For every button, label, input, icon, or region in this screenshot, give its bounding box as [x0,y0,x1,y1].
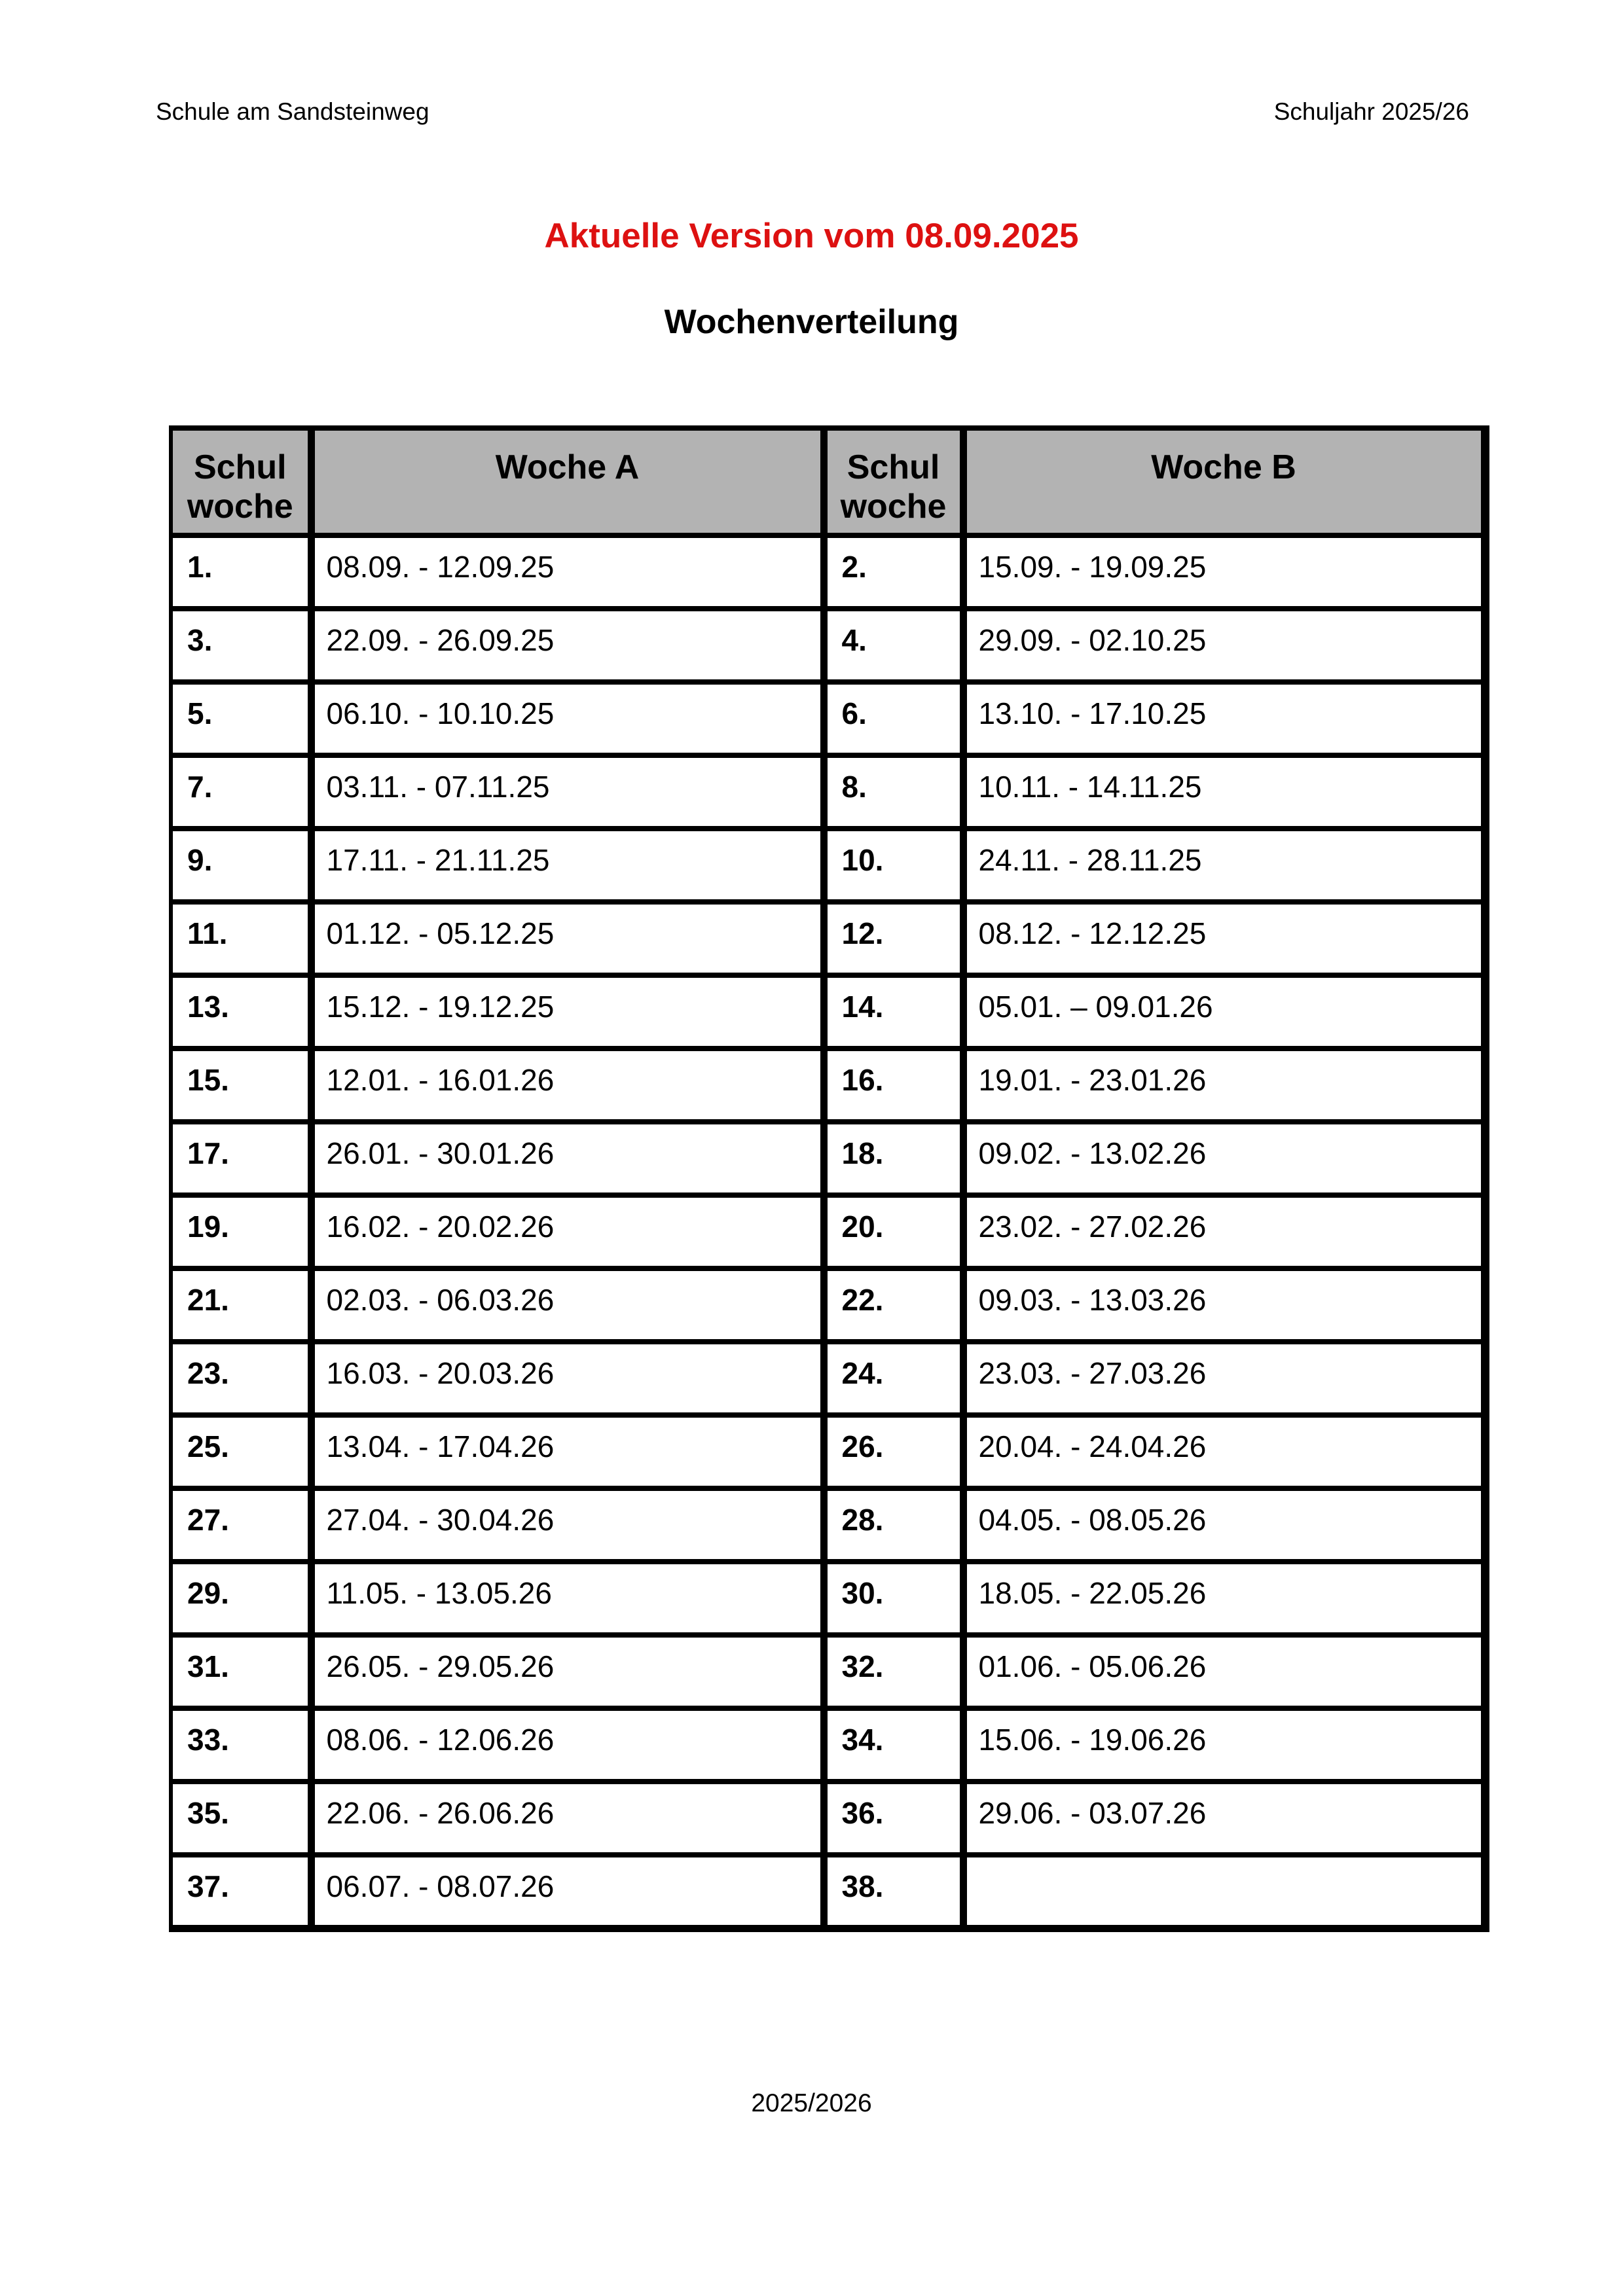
week-number-cell: 5. [171,682,311,755]
table-row [171,1342,1485,1415]
table-row [171,1488,1485,1562]
week-number-cell: 22. [824,1268,963,1342]
week-dates-cell: 29.06. - 03.07.26 [963,1782,1485,1855]
week-dates-cell: 12.01. - 16.01.26 [311,1049,824,1122]
week-number-cell: 15. [171,1049,311,1122]
week-dates-cell: 20.04. - 24.04.26 [963,1415,1485,1488]
week-dates-cell: 16.03. - 20.03.26 [311,1342,824,1415]
column-header-schulwoche-a: Schul woche [171,428,311,535]
table-row [171,975,1485,1049]
week-dates-cell: 02.03. - 06.03.26 [311,1268,824,1342]
week-number-cell: 21. [171,1268,311,1342]
week-number-cell: 19. [171,1195,311,1268]
week-number-cell: 24. [824,1342,963,1415]
week-number-cell: 7. [171,755,311,829]
week-dates-cell: 11.05. - 13.05.26 [311,1562,824,1635]
version-notice: Aktuelle Version vom 08.09.2025 [544,217,1079,255]
table-row [171,902,1485,975]
week-dates-cell: 16.02. - 20.02.26 [311,1195,824,1268]
week-number-cell: 4. [824,609,963,682]
week-dates-cell: 10.11. - 14.11.25 [963,755,1485,829]
week-dates-cell: 26.01. - 30.01.26 [311,1122,824,1195]
table-row [171,1195,1485,1268]
week-number-cell: 13. [171,975,311,1049]
week-number-cell: 2. [824,535,963,609]
week-dates-cell: 19.01. - 23.01.26 [963,1049,1485,1122]
week-dates-cell: 22.06. - 26.06.26 [311,1782,824,1855]
table-row [171,682,1485,755]
table-row [171,1268,1485,1342]
week-number-cell: 28. [824,1488,963,1562]
week-dates-cell: 17.11. - 21.11.25 [311,829,824,902]
page-footer: 2025/2026 [751,2089,872,2117]
week-dates-cell: 18.05. - 22.05.26 [963,1562,1485,1635]
week-number-cell: 18. [824,1122,963,1195]
column-header-woche-a: Woche A [311,428,824,535]
week-number-cell: 30. [824,1562,963,1635]
week-number-cell: 12. [824,902,963,975]
week-dates-cell: 24.11. - 28.11.25 [963,829,1485,902]
week-number-cell: 33. [171,1708,311,1782]
week-dates-cell: 01.12. - 05.12.25 [311,902,824,975]
week-number-cell: 34. [824,1708,963,1782]
table-row [171,1122,1485,1195]
week-dates-cell: 03.11. - 07.11.25 [311,755,824,829]
week-number-cell: 29. [171,1562,311,1635]
week-number-cell: 17. [171,1122,311,1195]
week-number-cell: 23. [171,1342,311,1415]
week-number-cell: 26. [824,1415,963,1488]
table-row [171,1415,1485,1488]
week-number-cell: 32. [824,1635,963,1708]
week-dates-cell: 08.12. - 12.12.25 [963,902,1485,975]
week-dates-cell: 27.04. - 30.04.26 [311,1488,824,1562]
table-row [171,829,1485,902]
week-number-cell: 25. [171,1415,311,1488]
table-row [171,1782,1485,1855]
week-dates-cell: 23.02. - 27.02.26 [963,1195,1485,1268]
week-dates-cell: 05.01. – 09.01.26 [963,975,1485,1049]
week-dates-cell: 13.10. - 17.10.25 [963,682,1485,755]
week-dates-cell: 26.05. - 29.05.26 [311,1635,824,1708]
week-dates-cell: 08.06. - 12.06.26 [311,1708,824,1782]
week-number-cell: 1. [171,535,311,609]
week-dates-cell: 15.09. - 19.09.25 [963,535,1485,609]
week-dates-cell: 04.05. - 08.05.26 [963,1488,1485,1562]
week-dates-cell: 06.07. - 08.07.26 [311,1855,824,1928]
week-distribution-table [169,425,1489,1932]
week-dates-cell: 08.09. - 12.09.25 [311,535,824,609]
week-dates-cell: 23.03. - 27.03.26 [963,1342,1485,1415]
week-dates-cell: 09.02. - 13.02.26 [963,1122,1485,1195]
week-dates-cell: 09.03. - 13.03.26 [963,1268,1485,1342]
week-number-cell: 9. [171,829,311,902]
week-dates-cell: 15.12. - 19.12.25 [311,975,824,1049]
week-number-cell: 3. [171,609,311,682]
week-number-cell: 37. [171,1855,311,1928]
school-year: Schuljahr 2025/26 [1273,98,1469,125]
week-number-cell: 27. [171,1488,311,1562]
table-header-row [171,428,1485,535]
week-dates-cell: 13.04. - 17.04.26 [311,1415,824,1488]
week-dates-cell [963,1855,1485,1928]
school-name: Schule am Sandsteinweg [156,98,429,125]
table-row [171,535,1485,609]
table-row [171,1049,1485,1122]
week-number-cell: 16. [824,1049,963,1122]
table-body [171,535,1485,1928]
week-number-cell: 31. [171,1635,311,1708]
document-header [156,97,1469,127]
week-number-cell: 11. [171,902,311,975]
week-number-cell: 38. [824,1855,963,1928]
week-dates-cell: 06.10. - 10.10.25 [311,682,824,755]
page-title: Wochenverteilung [664,303,959,341]
week-dates-cell: 15.06. - 19.06.26 [963,1708,1485,1782]
week-number-cell: 14. [824,975,963,1049]
week-number-cell: 8. [824,755,963,829]
week-dates-cell: 01.06. - 05.06.26 [963,1635,1485,1708]
week-number-cell: 36. [824,1782,963,1855]
table-row [171,609,1485,682]
week-number-cell: 35. [171,1782,311,1855]
column-header-schulwoche-b: Schul woche [824,428,963,535]
table-row [171,1855,1485,1928]
week-dates-cell: 22.09. - 26.09.25 [311,609,824,682]
week-number-cell: 10. [824,829,963,902]
table-row [171,1635,1485,1708]
table-row [171,755,1485,829]
table-row [171,1562,1485,1635]
week-number-cell: 20. [824,1195,963,1268]
table-row [171,1708,1485,1782]
column-header-woche-b: Woche B [963,428,1485,535]
week-dates-cell: 29.09. - 02.10.25 [963,609,1485,682]
week-number-cell: 6. [824,682,963,755]
